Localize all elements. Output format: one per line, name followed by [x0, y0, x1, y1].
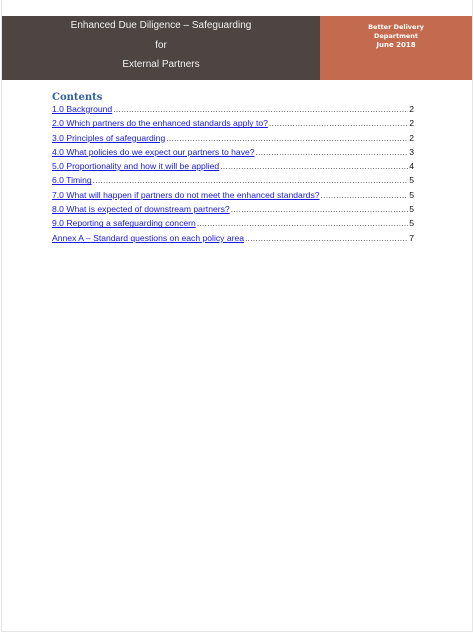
toc-link[interactable]: 7.0 What will happen if partners do not meet the enhanced standards?	[52, 189, 320, 200]
toc-link[interactable]: 3.0 Principles of safeguarding	[52, 132, 166, 143]
cover-header	[2, 16, 472, 80]
toc-entry	[52, 204, 414, 218]
toc-page-number: 5	[409, 175, 414, 186]
toc-entry	[52, 233, 414, 247]
toc-leader-dots	[231, 205, 409, 214]
toc-page-number: 7	[409, 232, 414, 243]
toc-page-number: 2	[409, 118, 414, 129]
toc-entry	[52, 218, 414, 232]
toc-leader-dots	[269, 119, 408, 128]
toc-link[interactable]: 4.0 What policies do we expect our partners to have?	[52, 146, 255, 157]
toc-link[interactable]: 8.0 What is expected of downstream partners?	[52, 204, 230, 215]
toc-page-number: 3	[409, 146, 414, 157]
toc-leader-dots	[93, 176, 409, 185]
toc-entry	[52, 147, 414, 161]
document-date: June 2018	[376, 41, 416, 49]
toc-page-number: 5	[409, 218, 414, 229]
department-name-line-2: Department	[373, 32, 419, 40]
toc-page-number: 2	[409, 132, 414, 143]
department-name-line-1: Better Delivery	[368, 23, 424, 31]
toc-entry	[52, 133, 414, 147]
contents-heading: Contents	[52, 92, 103, 103]
toc-entry	[52, 161, 414, 175]
toc-link[interactable]: 2.0 Which partners do the enhanced standards apply to?	[52, 118, 268, 129]
toc-link[interactable]: 6.0 Timing	[52, 175, 92, 186]
toc-leader-dots	[197, 219, 408, 228]
toc-entry	[52, 190, 414, 204]
toc-page-number: 4	[409, 161, 414, 172]
toc-page-number: 5	[409, 204, 414, 215]
document-page	[2, 0, 472, 631]
toc-leader-dots	[220, 162, 408, 171]
toc-page-number: 2	[409, 104, 414, 114]
toc-leader-dots	[245, 234, 408, 243]
toc-leader-dots	[113, 105, 408, 114]
document-title-line-3: External Partners	[122, 59, 200, 70]
document-title-line-2: for	[155, 40, 167, 51]
toc-link[interactable]: 5.0 Proportionality and how it will be applied	[52, 161, 220, 172]
toc-entry	[52, 175, 414, 189]
toc-leader-dots	[321, 191, 409, 200]
toc-link[interactable]: 1.0 Background	[52, 104, 113, 114]
toc-link[interactable]: Annex A – Standard questions on each policy area	[52, 232, 245, 243]
toc-leader-dots	[256, 148, 409, 157]
toc-link[interactable]: 9.0 Reporting a safeguarding concern	[52, 218, 196, 229]
table-of-contents	[52, 104, 414, 247]
toc-leader-dots	[166, 134, 408, 143]
toc-page-number: 5	[409, 189, 414, 200]
title-panel	[2, 16, 320, 80]
document-title-line-1: Enhanced Due Diligence – Safeguarding	[70, 20, 252, 31]
department-panel	[320, 16, 472, 80]
toc-entry	[52, 104, 414, 118]
toc-entry	[52, 118, 414, 132]
